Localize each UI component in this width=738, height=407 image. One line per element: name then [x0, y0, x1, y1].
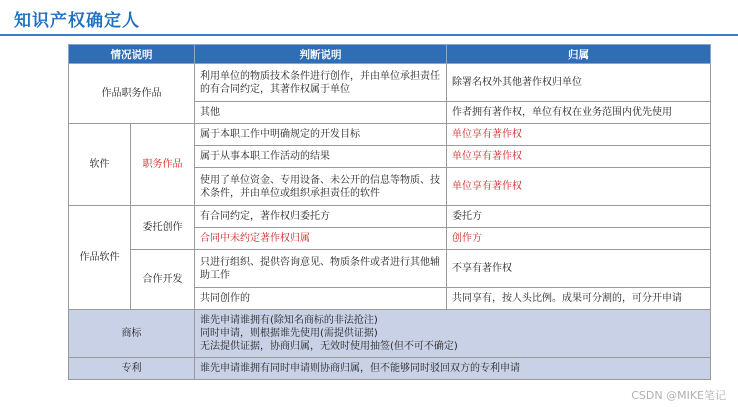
ownership-cell: 共同享有，按人头比例。成果可分割的，可分开申请: [447, 288, 711, 310]
watermark: CSDN @MIKE笔记: [631, 389, 726, 402]
judgement-cell: 利用单位的物质技术条件进行创作，并由单位承担责任的有合同约定，其著作权属于单位: [195, 64, 447, 102]
table-row: [69, 124, 711, 146]
category-patent: 专利: [69, 358, 195, 380]
ownership-table: [68, 44, 711, 380]
ownership-cell: 创作方: [447, 228, 711, 250]
category-work-employment: 作品职务作品: [69, 64, 195, 124]
trademark-rule-line: 谁先申请谁拥有(除知名商标的非法抢注): [200, 315, 378, 326]
patent-rule: 谁先申请谁拥有同时申请则协商归属，但不能够同时驳回双方的专利申请: [195, 358, 711, 380]
trademark-rules: [195, 310, 711, 358]
ownership-cell: 除署名权外其他著作权归单位: [447, 64, 711, 102]
judgement-cell: 有合同约定，著作权归委托方: [195, 206, 447, 228]
ownership-cell: 作者拥有著作权，单位有权在业务范围内优先使用: [447, 102, 711, 124]
table-header-row: [69, 45, 711, 64]
ownership-cell: 单位享有著作权: [447, 168, 711, 206]
judgement-cell: 合同中未约定著作权归属: [195, 228, 447, 250]
header-judgement: 判断说明: [195, 45, 447, 64]
page-title: 知识产权确定人: [14, 11, 140, 31]
ownership-cell: 单位享有著作权: [447, 146, 711, 168]
table-row: [69, 64, 711, 102]
table-row: [69, 310, 711, 358]
ownership-cell: 不享有著作权: [447, 250, 711, 288]
trademark-rule-line: 无法提供证据，协商归属，无效时使用抽签(但不可不确定): [200, 341, 458, 352]
table-row: [69, 250, 711, 288]
table-row: [69, 206, 711, 228]
judgement-cell: 共同创作的: [195, 288, 447, 310]
subcategory-employment-work: 职务作品: [131, 124, 195, 206]
trademark-rule-line: 同时申请，则根据谁先使用(需提供证据): [200, 328, 378, 339]
title-divider: [0, 34, 738, 36]
category-trademark: 商标: [69, 310, 195, 358]
subcategory-commissioned: 委托创作: [131, 206, 195, 250]
judgement-cell: 属于本职工作中明确规定的开发目标: [195, 124, 447, 146]
header-situation: 情况说明: [69, 45, 195, 64]
judgement-cell: 只进行组织、提供咨询意见、物质条件或者进行其他辅助工作: [195, 250, 447, 288]
ownership-cell: 委托方: [447, 206, 711, 228]
table-row: [69, 358, 711, 380]
subcategory-joint-development: 合作开发: [131, 250, 195, 310]
header-ownership: 归属: [447, 45, 711, 64]
category-software: 软件: [69, 124, 131, 206]
judgement-cell: 属于从事本职工作活动的结果: [195, 146, 447, 168]
category-work-software: 作品软件: [69, 206, 131, 310]
judgement-cell: 其他: [195, 102, 447, 124]
judgement-cell: 使用了单位资金、专用设备、未公开的信息等物质、技术条件，并由单位或组织承担责任的软件: [195, 168, 447, 206]
ownership-cell: 单位享有著作权: [447, 124, 711, 146]
